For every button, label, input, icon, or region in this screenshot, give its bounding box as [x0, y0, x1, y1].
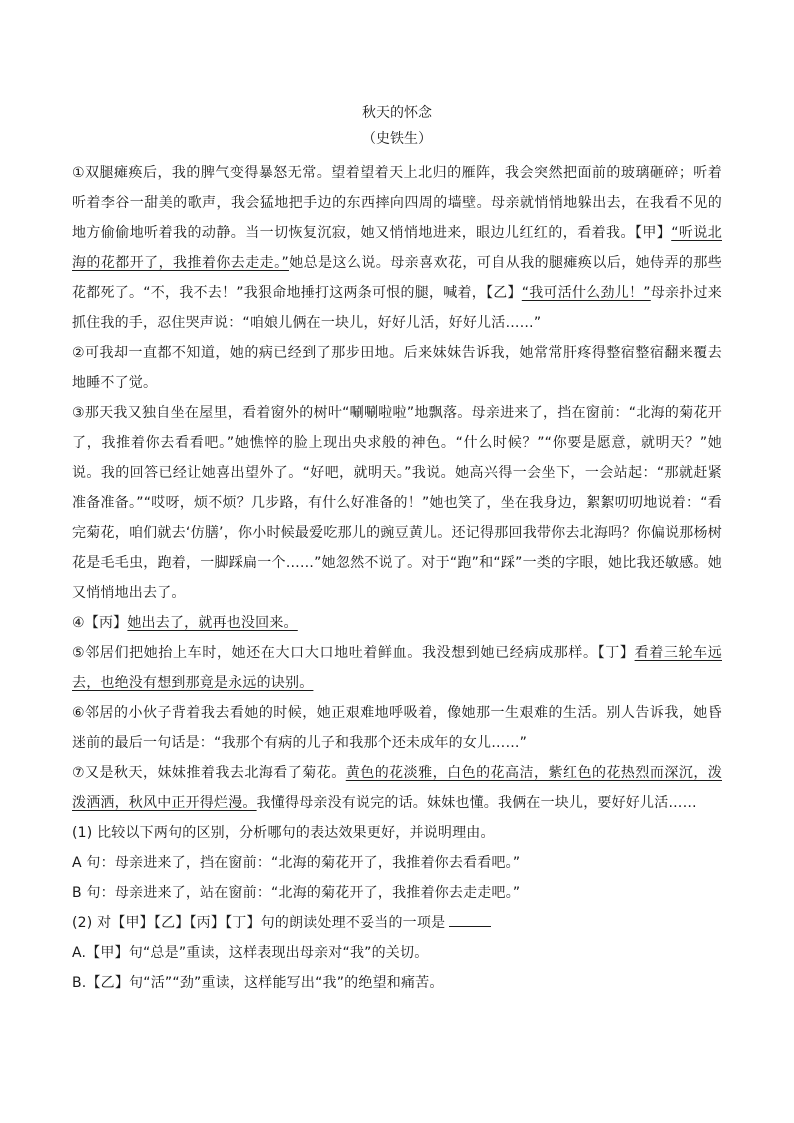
paragraph-7-text-a: ⑦又是秋天，妹妹推着我去北海看了菊花。: [72, 765, 346, 781]
question-2-option-b: B.【乙】句“活”“劲”重读，这样能写出“我”的绝望和痛苦。: [72, 975, 444, 991]
paragraph-5-text: ⑤邻居们把她抬上车时，她还在大口大口地吐着鲜血。我没想到她已经病成那样。【丁】: [72, 645, 635, 661]
sentence-flowers: 黄色的花淡雅，白色的花高洁，紫红色的花热烈而深沉，泼泼洒洒，秋风中正开得烂漫。: [72, 765, 722, 811]
sentence-yi: “我可活什么劲儿！”: [521, 285, 651, 301]
sentence-bing: 她出去了，就再也没回来。: [127, 615, 298, 631]
sentence-jia: “听说北海的花都开了，我推着你去走走。”: [72, 225, 722, 271]
paragraph-4: [72, 608, 722, 638]
paragraph-2: ②可我却一直都不知道，她的病已经到了那步田地。后来妹妹告诉我，她常常肝疼得整宿整宿翻来覆去地睡不了觉。: [72, 345, 722, 391]
question-1-option-a: A 句：母亲进来了，挡在窗前：“北海的菊花开了，我推着你去看看吧。”: [72, 855, 521, 871]
question-2-text: (2) 对【甲】【乙】【丙】【丁】句的朗读处理不妥当的一项是: [72, 915, 446, 931]
paragraph-1-text-c: 母亲扑过来抓住我的手，忍住哭声说：“咱娘儿俩在一块儿，好好儿活，好好儿活……”: [72, 285, 723, 331]
paragraph-7-text-b: 我懂得母亲没有说完的话。妹妹也懂。我俩在一块儿，要好好儿活……: [256, 795, 697, 811]
article-title: 秋天的怀念: [362, 105, 432, 121]
answer-blank[interactable]: [449, 912, 491, 927]
sentence-ding: 看着三轮车远去，也绝没有想到那竟是永远的诀别。: [72, 645, 722, 691]
paragraph-4-text: ④【丙】: [72, 615, 128, 631]
paragraph-3: ③那天我又独自坐在屋里，看着窗外的树叶“唰唰啦啦”地飘落。母亲进来了，挡在窗前：“北海的菊花开了，我推着你去看看吧。”她憔悴的脸上现出央求般的神色。“什么时候？”“你要是愿意，就明天？”她说。我的回答已经让她喜出望外了。“好吧，就明天。”我说。她高兴得一会坐下，一会站起：“那就赶紧准备准备。”“哎呀，烦不烦？几步路，有什么好准备的！”她也笑了，坐在我身边，絮絮叨叨地说着：“看完菊花，咱们就去‘仿膳’，你小时候最爱吃那儿的豌豆黄儿。还记得那回我带你去北海吗？你偏说那杨树花是毛毛虫，跑着，一脚踩扁一个……”她忽然不说了。对于“跑”和“踩”一类的字眼，她比我还敏感。她又悄悄地出去了。: [72, 405, 722, 601]
question-1-option-b: B 句：母亲进来了，站在窗前：“北海的菊花开了，我推着你去走走吧。”: [72, 885, 521, 901]
article-author: （史铁生）: [362, 131, 432, 147]
question-1: (1) 比较以下两句的区别，分析哪句的表达效果更好，并说明理由。: [72, 825, 495, 841]
paragraph-5: [72, 638, 722, 698]
question-2: [72, 908, 722, 938]
paragraph-1: [72, 158, 722, 338]
question-2-option-a: A.【甲】句“总是”重读，这样表现出母亲对“我”的关切。: [72, 945, 429, 961]
paragraph-6: ⑥邻居的小伙子背着我去看她的时候，她正艰难地呼吸着，像她那一生艰难的生活。别人告诉我，她昏迷前的最后一句话是：“我那个有病的儿子和我那个还未成年的女儿……”: [72, 705, 722, 751]
document-page: [72, 100, 722, 998]
paragraph-7: [72, 758, 722, 818]
paragraph-1-text-a: ①双腿瘫痪后，我的脾气变得暴怒无常。望着望着天上北归的雁阵，我会突然把面前的玻璃砸碎；听着听着李谷一甜美的歌声，我会猛地把手边的东西摔向四周的墙壁。母亲就悄悄地躲出去，在我看不见的地方偷偷地听着我的动静。当一切恢复沉寂，她又悄悄地进来，眼边儿红红的，看着我。【甲】: [72, 165, 722, 241]
paragraph-1-text-b: 她总是这么说。母亲喜欢花，可自从我的腿瘫痪以后，她侍弄的那些花都死了。“不，我不去！”我狠命地捶打这两条可恨的腿，喊着，【乙】: [72, 255, 722, 301]
